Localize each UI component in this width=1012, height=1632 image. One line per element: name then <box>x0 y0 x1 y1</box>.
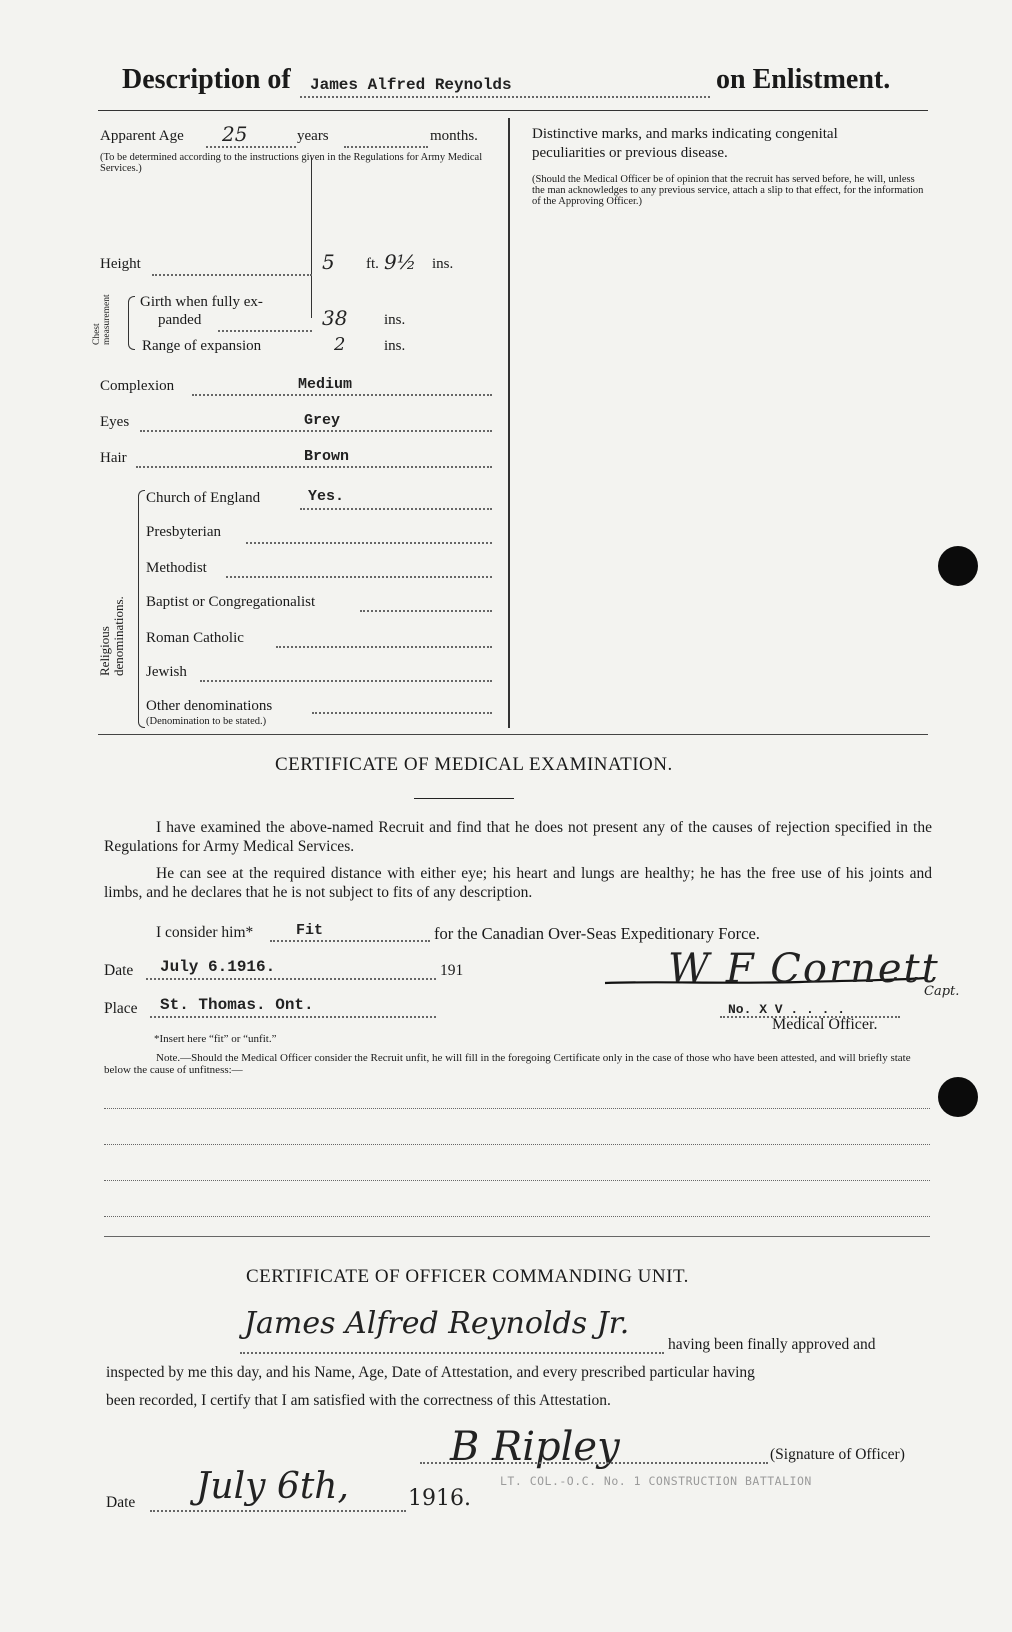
upper-section-rule <box>98 734 928 735</box>
religious-denominations-side-label: Religious denominations. <box>97 596 126 676</box>
commanding-certificate-title: CERTIFICATE OF OFFICER COMMANDING UNIT. <box>246 1266 689 1287</box>
religion-label-methodist: Methodist <box>146 560 207 576</box>
apparent-age-label: Apparent Age <box>100 128 184 144</box>
months-line <box>344 146 428 148</box>
commanding-date-handwritten: July 6th, <box>196 1466 349 1507</box>
religion-line-6 <box>312 712 492 714</box>
punch-hole-bottom <box>938 1077 978 1117</box>
hair-label: Hair <box>100 450 127 466</box>
eyes-line <box>140 430 492 432</box>
unfit-line-4 <box>104 1216 930 1217</box>
religion-line-1 <box>246 542 492 544</box>
title-suffix: on Enlistment. <box>716 64 891 95</box>
medical-date-year: 191 <box>440 962 464 979</box>
religion-value-church-of-england: Yes. <box>308 488 345 505</box>
commanding-name-line <box>240 1352 664 1354</box>
religion-label-church-of-england: Church of England <box>146 490 261 506</box>
left-value-divider <box>311 158 312 318</box>
medical-officer-signature: W F Cornett <box>668 946 940 992</box>
title-prefix: Description of <box>122 64 291 95</box>
religion-label-presbyterian: Presbyterian <box>146 524 221 540</box>
fitness-line <box>270 940 430 942</box>
medical-date-line <box>146 978 436 980</box>
denomination-note: (Denomination to be stated.) <box>146 716 267 727</box>
hair-value: Brown <box>304 448 350 465</box>
height-label: Height <box>100 256 141 272</box>
range-label: Range of expansion <box>142 338 262 354</box>
medical-officer-title: Medical Officer. <box>772 1016 878 1033</box>
consider-suffix: for the Canadian Over-Seas Expeditionary Force. <box>434 924 760 943</box>
range-value: 2 <box>334 334 346 355</box>
place-value: St. Thomas. Ont. <box>160 996 314 1014</box>
unfit-note: Note.—Should the Medical Officer consider the Recruit unfit, he will fill in the foregoing Certificate only in the case of those who have been attested, and will briefly state below the cause of unfitness:— <box>104 1052 911 1076</box>
place-label: Place <box>104 1000 138 1017</box>
recruit-name-typed: James Alfred Reynolds <box>310 76 512 94</box>
unfit-line-1 <box>104 1108 930 1109</box>
religion-line-5 <box>200 680 492 682</box>
girth-value: 38 <box>322 306 348 330</box>
commanding-text-suffix: having been finally approved and <box>668 1336 876 1353</box>
ft-label: ft. <box>366 256 379 272</box>
battalion-stamp: LT. COL.-O.C. No. 1 CONSTRUCTION BATTALION <box>500 1474 812 1488</box>
complexion-line <box>192 394 492 396</box>
religion-label-other: Other denominations <box>146 698 273 714</box>
height-line <box>152 274 312 276</box>
consider-prefix: I consider him* <box>156 924 254 941</box>
column-divider <box>508 118 510 728</box>
girth-label-1: Girth when fully ex- <box>140 294 263 310</box>
title-dotted-line <box>300 96 710 98</box>
ins-label: ins. <box>432 256 454 272</box>
range-ins-label: ins. <box>384 338 406 354</box>
commanding-text-line2: inspected by me this day, and his Name, Age, Date of Attestation, and every prescribed particular having <box>106 1364 755 1381</box>
medical-date-label: Date <box>104 962 134 979</box>
religion-brace <box>138 490 145 728</box>
months-label: months. <box>430 128 478 144</box>
signature-of-officer-label: (Signature of Officer) <box>770 1446 905 1463</box>
commanding-signature-line <box>420 1462 768 1464</box>
unfit-line-3 <box>104 1180 930 1181</box>
medical-title-rule <box>414 798 514 799</box>
religion-line-3 <box>360 610 492 612</box>
recruit-name-handwritten: James Alfred Reynolds Jr. <box>244 1306 630 1341</box>
distinctive-marks-title-2: peculiarities or previous disease. <box>532 145 728 161</box>
religion-label-baptist: Baptist or Congregationalist <box>146 594 316 610</box>
medical-date-value: July 6.1916. <box>160 958 276 976</box>
girth-line <box>218 330 312 332</box>
distinctive-marks-title-1: Distinctive marks, and marks indicating congenital <box>532 126 838 142</box>
medical-certificate-title: CERTIFICATE OF MEDICAL EXAMINATION. <box>275 754 673 775</box>
medical-para-2: He can see at the required distance with either eye; his heart and lungs are healthy; he has the free use of his joints and limbs, and he declares that he is not subject to fits of any description. <box>104 865 932 901</box>
fitness-value: Fit <box>296 922 324 939</box>
commanding-date-line <box>150 1510 406 1512</box>
religion-line-0 <box>300 508 492 510</box>
religion-label-jewish: Jewish <box>146 664 187 680</box>
girth-label-2: panded <box>158 312 202 328</box>
medical-para-1: I have examined the above-named Recruit and find that he does not present any of the causes of rejection specified in the Regulations for Army Medical Services. <box>104 819 932 855</box>
chest-brace <box>128 296 135 350</box>
distinctive-marks-note: (Should the Medical Officer be of opinion that the recruit has served before, he will, unless the man acknowledges to any previous service, attach a slip to that effect, for the information of the Approving Officer.) <box>532 174 924 207</box>
punch-hole-top <box>938 546 978 586</box>
girth-ins-label: ins. <box>384 312 406 328</box>
religion-label-roman-catholic: Roman Catholic <box>146 630 244 646</box>
years-label: years <box>297 128 329 144</box>
eyes-value: Grey <box>304 412 341 429</box>
religion-line-2 <box>226 576 492 578</box>
officer-number: No. X V . . . . <box>728 1002 846 1017</box>
capt-label: Capt. <box>924 984 960 999</box>
hair-line <box>136 466 492 468</box>
age-line <box>206 146 296 148</box>
chest-measurement-label: Chest measurement <box>92 294 112 345</box>
insert-note: *Insert here “fit” or “unfit.” <box>154 1033 277 1045</box>
commanding-date-label: Date <box>106 1494 136 1511</box>
complexion-value: Medium <box>298 376 353 393</box>
age-value: 25 <box>222 122 248 146</box>
commanding-text-line3: been recorded, I certify that I am satisfied with the correctness of this Attestation. <box>106 1392 611 1409</box>
religion-line-4 <box>276 646 492 648</box>
place-line <box>150 1016 436 1018</box>
commanding-officer-signature: B Ripley <box>450 1424 620 1470</box>
header-rule <box>98 110 928 111</box>
complexion-label: Complexion <box>100 378 175 394</box>
age-note: (To be determined according to the instructions given in the Regulations for Army Medical Services.) <box>100 152 483 174</box>
height-ft-value: 5 <box>322 250 335 274</box>
eyes-label: Eyes <box>100 414 130 430</box>
height-in-value: 9½ <box>384 250 417 274</box>
medical-section-rule <box>104 1236 930 1237</box>
unfit-line-2 <box>104 1144 930 1145</box>
commanding-date-year: 1916. <box>408 1486 471 1511</box>
